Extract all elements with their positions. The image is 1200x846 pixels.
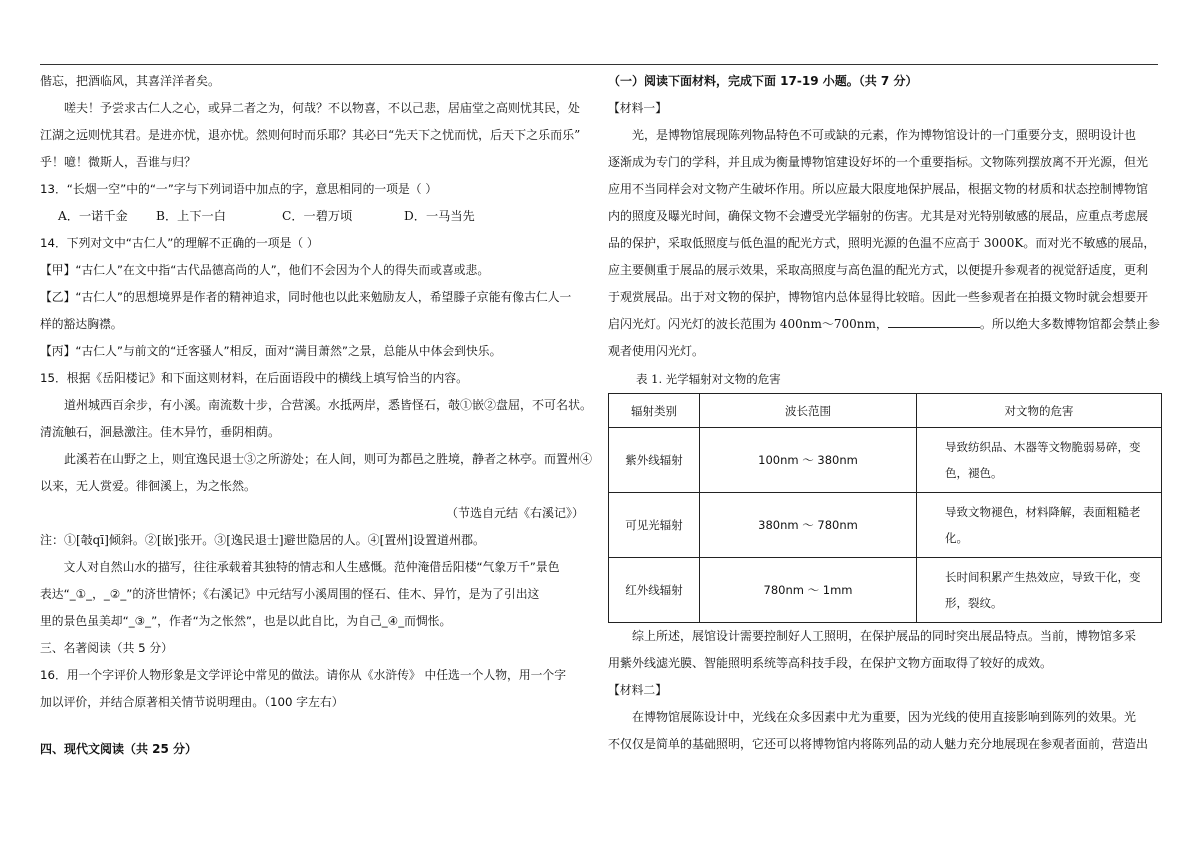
- para-line: 于观赏展品。出于对文物的保护，博物馆内总体显得比较暗。因此一些参观者在拍摄文物时就会想要开: [608, 290, 1149, 304]
- table-cell: 100nm ～ 380nm: [700, 428, 917, 493]
- q13-option-a: A．一诺千金: [58, 209, 128, 223]
- table-header: 辐射类别: [609, 394, 700, 428]
- material-2-label: 【材料二】: [608, 683, 667, 697]
- para-line: 综上所述，展馆设计需要控制好人工照明，在保护展品的同时突出展品特点。当前，博物馆多采: [632, 629, 1137, 643]
- table-cell: 可见光辐射: [609, 493, 700, 558]
- table-cell: 780nm ～ 1mm: [700, 558, 917, 623]
- question-16: 16．用一个字评价人物形象是文学评论中常见的做法。请你从《水浒传》 中任选一个人物，用一个字: [40, 668, 567, 682]
- passage-line: 清流触石，洄悬激注。佳木异竹，垂阴相荫。: [40, 425, 281, 439]
- annotation-notes: 注：①[攲qī]倾斜。②[嵌]张开。③[逸民退士]避世隐居的人。④[置州]设置道州郡。: [40, 533, 485, 547]
- fill-in-paragraph: 表达“_①_，_②_”的济世情怀；《右溪记》中元结写小溪周围的怪石、佳木、异竹，是为了引出这: [40, 587, 540, 601]
- question-16-cont: 加以评价，并结合原著相关情节说明理由。（100 字左右）: [40, 695, 344, 709]
- para-text: 。所以绝大多数博物馆都会禁止参: [979, 317, 1160, 331]
- right-column: [608, 68, 1161, 758]
- table-header-row: [609, 394, 1162, 428]
- q13-options: [40, 203, 592, 230]
- radiation-table: [608, 393, 1162, 623]
- table-header: 波长范围: [700, 394, 917, 428]
- q14-option-jia: 【甲】“古仁人”在文中指“古代品德高尚的人”，他们不会因为个人的得失而或喜或悲。: [40, 263, 490, 277]
- para-line: 光，是博物馆展现陈列物品特色不可或缺的元素，作为博物馆设计的一门重要分支，照明设计也: [632, 128, 1137, 142]
- table-cell: 导致文物褪色，材料降解，表面粗糙老化。: [917, 493, 1162, 558]
- question-13: 13．“长烟一空”中的“一”字与下列词语中加点的字，意思相同的一项是（ ）: [40, 182, 438, 196]
- para-line: 不仅仅是简单的基础照明，它还可以将博物馆内将陈列品的动人魅力充分地展现在参观者面前，营造出: [608, 737, 1149, 751]
- q14-option-yi: 【乙】“古仁人”的思想境界是作者的精神追求，同时他也以此来勉励友人，希望滕子京能有像古仁人一: [40, 290, 572, 304]
- q14-option-bing: 【丙】“古仁人”与前文的“迁客骚人”相反，面对“满目萧然”之景，总能从中体会到快乐。: [40, 344, 502, 358]
- para-text: 启闪光灯。闪光灯的波长范围为 400nm～700nm，: [608, 317, 888, 331]
- passage-line: 此溪若在山野之上，则宜逸民退士③之所游处；在人间，则可为都邑之胜境，静者之林亭。而置州④: [64, 452, 592, 466]
- para-line: 内的照度及曝光时间，确保文物不会遭受光学辐射的伤害。尤其是对光特别敏感的展品，应重点考虑展: [608, 209, 1149, 223]
- table-cell: 导致纺织品、木器等文物脆弱易碎，变色，褪色。: [917, 428, 1162, 493]
- q14-option-yi-cont: 样的豁达胸襟。: [40, 317, 123, 331]
- table-row: [609, 428, 1162, 493]
- material-1-label: 【材料一】: [608, 101, 667, 115]
- para-line: 在博物馆展陈设计中，光线在众多因素中尤为重要，因为光线的使用直接影响到陈列的效果。光: [632, 710, 1137, 724]
- para-line: 应主要侧重于展品的展示效果，采取高照度与高色温的配光方式，以便提升参观者的视觉舒适度，更利: [608, 263, 1149, 277]
- text-line: 偕忘，把酒临风，其喜洋洋者矣。: [40, 74, 221, 88]
- q13-option-d: D．一马当先: [404, 209, 475, 223]
- answer-blank[interactable]: [888, 315, 980, 328]
- reading-heading: （一）阅读下面材料，完成下面 17-19 小题。（共 7 分）: [608, 74, 918, 88]
- para-line: 逐渐成为专门的学科，并且成为衡量博物馆建设好坏的一个重要指标。文物陈列摆放离不开光源，但光: [608, 155, 1149, 169]
- table-row: [609, 493, 1162, 558]
- para-line: 观者使用闪光灯。: [608, 344, 705, 358]
- para-line: 应用不当同样会对文物产生破坏作用。所以应最大限度地保护展品，根据文物的材质和状态控制博物馆: [608, 182, 1149, 196]
- question-15: 15．根据《岳阳楼记》和下面这则材料，在后面语段中的横线上填写恰当的内容。: [40, 371, 468, 385]
- section-3-heading: 三、名著阅读（共 5 分）: [40, 641, 173, 655]
- source-text: （节选自元结《右溪记》）: [445, 506, 584, 520]
- para-line-with-blank: [608, 311, 1161, 338]
- table-cell: 380nm ～ 780nm: [700, 493, 917, 558]
- left-column: [40, 68, 592, 763]
- text-line: 江湖之远则忧其君。是进亦忧，退亦忧。然则何时而乐耶？其必曰“先天下之忧而忧，后天下之乐而乐”: [40, 128, 581, 142]
- para-line: 品的保护，采取低照度与低色温的配光方式，照明光源的色温不应高于 3000K。而对光不敏感的展品，: [608, 236, 1156, 250]
- table-row: [609, 558, 1162, 623]
- fill-in-paragraph: 里的景色虽美却“_③_”，作者“为之怅然”，也是以此自比，为自己_④_而惆怅。: [40, 614, 452, 628]
- section-4-heading: 四、现代文阅读（共 25 分）: [40, 742, 198, 756]
- header-rule: [40, 64, 1158, 65]
- fill-in-paragraph: 文人对自然山水的描写，往往承载着其独特的情志和人生感慨。范仲淹借岳阳楼“气象万千”景色: [63, 560, 560, 574]
- spacer: [40, 716, 592, 736]
- q13-option-c: C．一碧万顷: [282, 209, 353, 223]
- text-line: 嗟夫！予尝求古仁人之心，或异二者之为，何哉？不以物喜，不以己悲，居庙堂之高则忧其民，处: [64, 101, 581, 115]
- passage-line: 道州城西百余步，有小溪。南流数十步，合营溪。水抵两岸，悉皆怪石，攲①嵌②盘屈，不可名状。: [64, 398, 592, 412]
- q13-option-b: B．上下一白: [156, 209, 226, 223]
- table-cell: 紫外线辐射: [609, 428, 700, 493]
- para-line: 用紫外线滤光膜、智能照明系统等高科技手段，在保护文物方面取得了较好的成效。: [608, 656, 1053, 670]
- passage-source: [40, 500, 592, 527]
- table-caption: 表 1. 光学辐射对文物的危害: [636, 372, 781, 386]
- question-14: 14．下列对文中“古仁人”的理解不正确的一项是（ ）: [40, 236, 319, 250]
- text-line: 乎！噫！微斯人，吾谁与归？: [40, 155, 197, 169]
- table-cell: 红外线辐射: [609, 558, 700, 623]
- table-cell: 长时间积累产生热效应，导致干化，变形，裂纹。: [917, 558, 1162, 623]
- passage-line: 以来，无人赏爱。徘徊溪上，为之怅然。: [40, 479, 257, 493]
- table-header: 对文物的危害: [917, 394, 1162, 428]
